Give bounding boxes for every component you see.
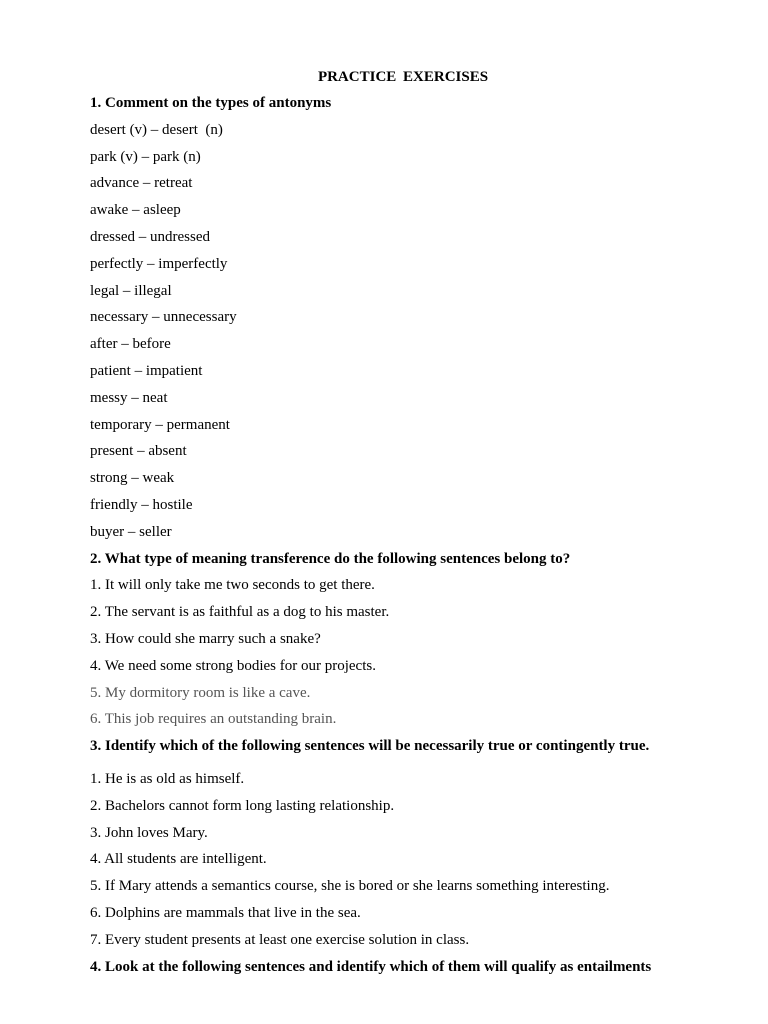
list-item: necessary – unnecessary <box>90 309 237 326</box>
list-item: messy – neat <box>90 389 168 406</box>
list-item: 4. We need some strong bodies for our projects. <box>90 657 376 674</box>
list-item: dressed – undressed <box>90 228 210 245</box>
list-item: 7. Every student presents at least one exercise solution in class. <box>90 931 470 948</box>
page-title: PRACTICE EXERCISES <box>317 69 489 85</box>
list-item: 2. Bachelors cannot form long lasting relationship. <box>90 797 395 814</box>
document-body <box>90 90 750 980</box>
list-item: 5. My dormitory room is like a cave. <box>90 684 311 701</box>
list-item: 1. It will only take me two seconds to get there. <box>90 577 375 594</box>
list-item: legal – illegal <box>90 282 172 299</box>
list-item: after – before <box>90 336 171 353</box>
list-item: strong – weak <box>90 470 175 487</box>
list-item: temporary – permanent <box>90 416 230 433</box>
list-item: buyer – seller <box>90 523 172 540</box>
list-item: 5. If Mary attends a semantics course, she is bored or she learns something interesting. <box>90 878 610 895</box>
list-item: perfectly – imperfectly <box>90 255 228 272</box>
section-3-heading: 3. Identify which of the following sentences will be necessarily true or contingently true. <box>90 738 650 755</box>
list-item: 1. He is as old as himself. <box>90 770 245 787</box>
list-item: park (v) – park (n) <box>90 148 201 165</box>
section-1-heading: 1. Comment on the types of antonyms <box>90 95 332 111</box>
list-item: awake – asleep <box>90 202 181 219</box>
list-item: 6. This job requires an outstanding brain. <box>90 711 337 728</box>
list-item: 2. The servant is as faithful as a dog to his master. <box>90 604 390 621</box>
list-item: present – absent <box>90 443 187 460</box>
list-item: advance – retreat <box>90 175 193 192</box>
list-item: patient – impatient <box>90 362 203 379</box>
list-item: 3. How could she marry such a snake? <box>90 630 321 647</box>
section-4-heading: 4. Look at the following sentences and identify which of them will qualify as entailments <box>90 958 652 975</box>
list-item: friendly – hostile <box>90 496 193 513</box>
list-item: 3. John loves Mary. <box>90 824 208 841</box>
list-item: desert (v) – desert (n) <box>90 121 223 138</box>
list-item: 4. All students are intelligent. <box>90 851 267 868</box>
section-2-heading: 2. What type of meaning transference do the following sentences belong to? <box>90 550 571 567</box>
list-item: 6. Dolphins are mammals that live in the sea. <box>90 904 361 921</box>
